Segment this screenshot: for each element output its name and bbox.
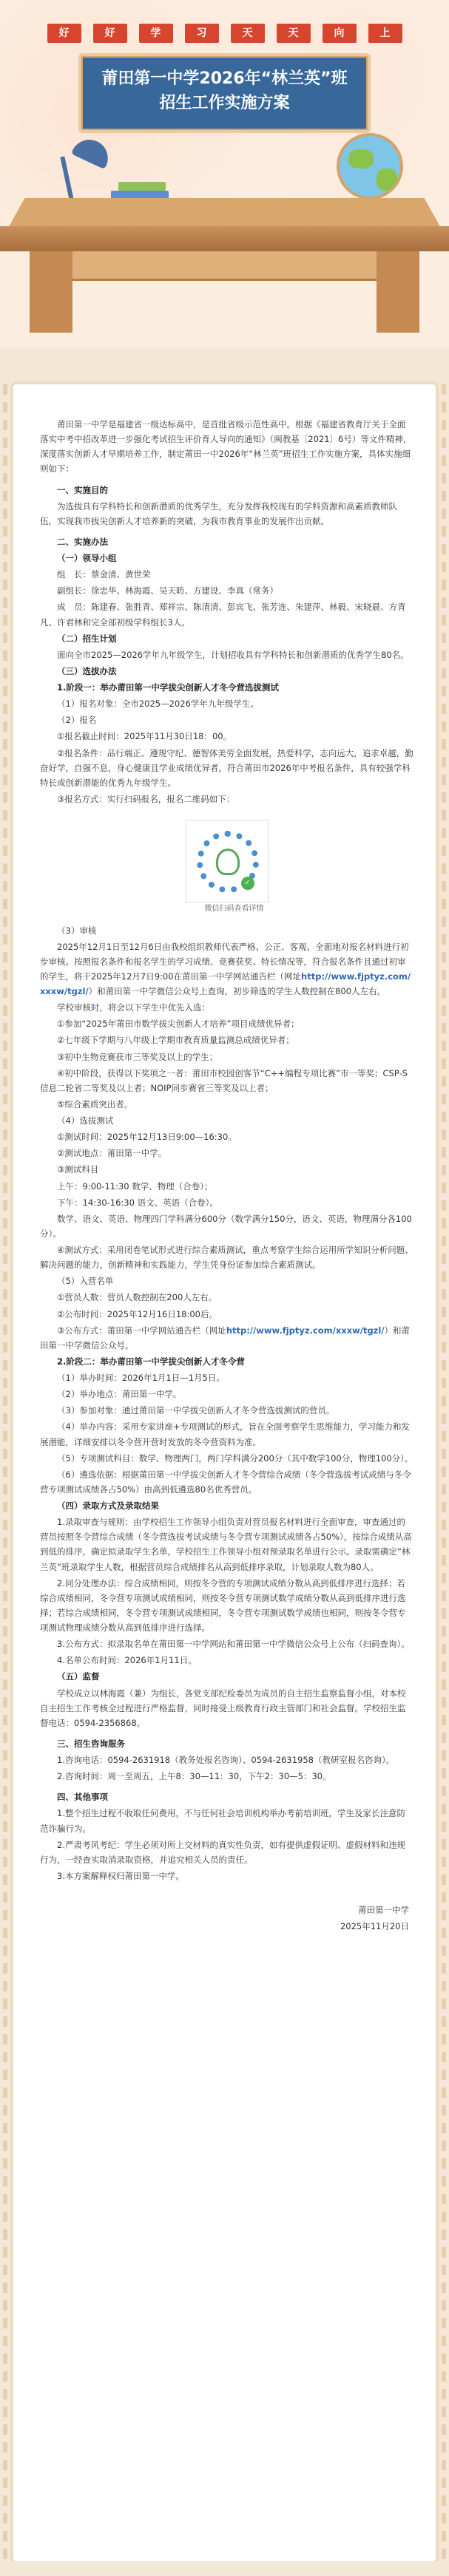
desk-leg [30, 251, 72, 333]
paragraph: ②报名条件：品行端正、遵规守纪、德智体美劳全面发展，热爱科学，志向远大，追求卓越，勤奋好学，自强不息，身心健康且学业成绩优异者，符合莆田市2026年中考报名条件，具有较强学科特长或创新潜能的优秀九年级学生。 [40, 747, 413, 788]
section-heading: 四、其他事项 [57, 1792, 108, 1803]
website-link[interactable]: http://www.fjptyz.com/xxxw/tgzl/ [226, 1325, 385, 1336]
paragraph: ③测试科目 [57, 1164, 99, 1175]
text-segment: ）和莆田第一中学微信公众号上查询，初步筛选的学生人数控制在800人左右。 [88, 986, 386, 996]
footer-strip [0, 2561, 449, 2576]
qr-code-block [175, 820, 279, 916]
paragraph: ⑤综合素质突出者。 [57, 1098, 133, 1109]
desk-drawer [72, 251, 377, 281]
paragraph: 2.咨询时间：周一至周五，上午8：30—11：30，下午2：30—5：30。 [57, 1771, 331, 1782]
paragraph: （3）参加对象：通过莆田第一中学拔尖创新人才冬令营选拔测试的营员。 [57, 1405, 335, 1416]
paragraph: ①报名截止时间：2025年11月30日18：00。 [57, 731, 232, 742]
page-title-line1: 莆田第一中学2026年“林兰英”班 [101, 69, 348, 88]
paragraph: 面向全市2025—2026学年九年级学生，计划招收具有学科特长和创新潜质的优秀学生80名。 [57, 649, 409, 660]
slogan-char: 习 [185, 24, 219, 43]
paragraph: 2.严肃考风考纪：学生必须对所上交材料的真实性负责，如有提供虚假证明、虚假材料和违规行为，一经查实取消录取资格，并追究相关人员的责任。 [40, 1839, 405, 1865]
slogan-char: 好 [93, 24, 127, 43]
stage-heading: 2.阶段二：举办莆田第一中学拔尖创新人才冬令营 [57, 1356, 245, 1367]
text-segment: ③公布方式：莆田第一中学网站通告栏（网址 [57, 1325, 226, 1336]
paragraph: 4.名单公布时间：2026年1月11日。 [57, 1655, 197, 1666]
signature-org: 莆田第一中学 [358, 1905, 409, 1915]
article-body [13, 384, 436, 1957]
subsection-heading: （二）招生计划 [57, 633, 117, 644]
paragraph: 3.公布方式：拟录取名单在莆田第一中学网站和莆田第一中学微信公众号上公布（扫码查询）。 [57, 1639, 410, 1650]
slogan-char: 好 [47, 24, 81, 43]
paragraph: 为选拔具有学科特长和创新潜质的优秀学生，充分发挥我校现有的学科资源和高素质教师队伍，实现我市拔尖创新人才培养新的突破，为我市教育事业的发展作出贡献。 [40, 500, 397, 526]
content-card [13, 384, 436, 2561]
website-link[interactable]: http://www.fjptyz.com/xxxw/tgzl/ [40, 971, 411, 996]
paragraph: （1）举办时间：2026年1月1日—1月5日。 [57, 1373, 225, 1383]
paragraph: （2）报名 [57, 715, 97, 726]
paragraph: 成 员：陈建春、张胜青、郑祥宗、陈清清、彭宾飞、张芳连、朱建萍、林毅、宋晓晨、方青凡、许君林和完全部初级学科组长3人。 [40, 602, 406, 628]
slogan-char: 向 [323, 24, 357, 43]
signature-date: 2025年11月20日 [340, 1920, 409, 1931]
paragraph: （2）举办地点：莆田第一中学。 [57, 1389, 182, 1400]
desk-leg [377, 251, 419, 333]
intro-paragraph: 莆田第一中学是福建省一级达标高中，是首批省级示范性高中。根据《福建省教育厅关于全面落实中考中招改革进一步强化考试招生评价育人导向的通知》（闽教基〔2021〕6号）等文件精神，深度落实创新人才早期培养工作，制定莆田一中2026年“林兰英”班招生工作实施方案，具体实施细则如下： [40, 419, 412, 475]
paragraph: 上午：9:00-11:30 数学、物理（合卷）； [57, 1180, 213, 1192]
slogan-char: 上 [368, 24, 402, 43]
paragraph: 2.同分处理办法：综合成绩相同，则按冬令营的专项测试成绩分数从高到低排序进行选择；若综合成绩相同，冬令营专项测试成绩相同，则按冬令营专项测试数学成绩分数从高到低排序进行选择；若综合成绩相同，冬令营专项测试成绩相同，冬令营专项测试数学成绩也相同，则按冬令营专项测试物理成绩分数从高到低排序进行选择。 [40, 1577, 406, 1633]
paragraph: 下午：14:30-16:30 语文、英语（合卷）。 [57, 1197, 218, 1208]
header-divider [0, 347, 449, 384]
desk-top [7, 198, 442, 229]
page-title-line2: 招生工作实施方案 [159, 94, 290, 112]
paragraph: （6）遴选依据：根据莆田第一中学拔尖创新人才冬令营综合成绩（冬令营选拔考试成绩与冬令营专项测试成绩各占50%）由高到低遴选80名优秀营员。 [40, 1469, 411, 1495]
paragraph: （1）报名对象：全市2025—2026学年九年级学生。 [57, 699, 259, 710]
stage-heading: 1.阶段一：举办莆田第一中学拔尖创新人才冬令营选拔测试 [57, 682, 279, 693]
slogan-row [0, 24, 449, 43]
paragraph: 副组长：徐忠华、林海霞、吴天昉、方建设、李真（常务） [57, 585, 278, 597]
text-segment: ）和莆田第一中学微信公众号。 [40, 1325, 411, 1350]
paragraph: ④测试方式：采用闭卷笔试形式进行综合素质测试，重点考察学生综合运用所学知识分析问题、解决问题的能力，创新精神和实践能力，学生凭身份证参加综合素质测试。 [40, 1245, 413, 1271]
book-icon [118, 182, 166, 191]
subsection-heading: （五）监督 [57, 1671, 100, 1682]
desk-surface [0, 226, 449, 251]
paragraph: ④初中阶段，获得以下奖项之一者：莆田市校园创客节“C++编程专项比赛”市一等奖；CSP-S信息二轮省二等奖及以上者；NOIP同步赛省三等奖及以上者； [40, 1067, 408, 1093]
paragraph: （4）选拔测试 [57, 1115, 114, 1126]
paragraph: ②测试地点：莆田第一中学。 [57, 1148, 167, 1159]
paragraph: 学校审核时，将会以下学生中优先入选： [57, 1002, 210, 1013]
paragraph: ①参加“2025年莆田市数学拔尖创新人才培养”项目成绩优异者； [57, 1019, 300, 1030]
desk-illustration [0, 118, 449, 325]
paragraph: ①营员人数：营员人数控制在200人左右。 [57, 1292, 217, 1303]
paragraph: ①测试时间：2025年12月13日9:00—16:30。 [57, 1132, 237, 1143]
signature-block [40, 1903, 413, 1935]
section-heading: 二、实施办法 [57, 536, 108, 547]
subsection-heading: （四）录取方式及录取结果 [57, 1501, 159, 1511]
paragraph: ②七年级下学期与八年级上学期市教育质量监测总成绩优异者； [57, 1035, 294, 1046]
paragraph: （4）举办内容：采用专家讲座+专项测试的形式，旨在全面考察学生思维能力，学习能力和发展潜能，详细安排以冬令营开营时发放的冬令营资料为准。 [40, 1421, 410, 1447]
slogan-char: 学 [139, 24, 173, 43]
qr-caption: 微信扫码查看详情 [204, 905, 264, 913]
qr-code-icon[interactable]: ✓ [186, 820, 269, 903]
section-heading: 三、招生咨询服务 [57, 1738, 125, 1749]
paragraph: （5）入营名单 [57, 1276, 114, 1287]
paragraph: 数学、语文、英语、物理四门学科满分600分（数学满分150分，语文、英语，物理满分各100分）。 [40, 1213, 412, 1239]
paragraph: 组 长：蔡金清、黄世荣 [57, 569, 151, 580]
paragraph [40, 1323, 413, 1353]
paragraph: （5）专项测试科目：数学、物理两门，两门学科满分200分（其中数学100分，物理100分）。 [57, 1452, 413, 1464]
paragraph: ②公布时间：2025年12月16日18:00后。 [57, 1308, 217, 1319]
paragraph: 1.咨询电话：0594-2631918（教务处报名咨询）、0594-2631958（教研室报名咨询）。 [57, 1755, 395, 1765]
slogan-char: 天 [277, 24, 311, 43]
slogan-char: 天 [231, 24, 265, 43]
subsection-heading: （三）选拔办法 [57, 665, 117, 676]
section-heading: 一、实施目的 [57, 484, 108, 495]
paragraph [40, 939, 413, 999]
paragraph: 学校成立以林海霞（兼）为组长，各党支部纪检委员为成员的自主招生监察监督小组，对本校自主招生工作考核全过程进行严格监督，同时接受上级教育行政主管部门和社会监督。学校招生监督电话：0594-2356868。 [40, 1688, 406, 1728]
paragraph: ③报名方式：实行扫码报名，报名二维码如下： [57, 793, 235, 804]
paragraph: 1.整个招生过程不收取任何费用，不与任何社会培训机构举办考前培训班，学生及家长注意防范诈骗行为。 [40, 1808, 405, 1834]
paragraph: ③初中生物竞赛获市三等奖及以上的学生； [57, 1051, 218, 1062]
paragraph: 1.录取审查与规则：由学校招生工作领导小组负责对营员报名材料进行全面审查，审查通过的营员按照冬令营综合成绩（冬令营选拔考试成绩与冬令营专项测试成绩各占50%），按综合成绩从高到低的排序，确定拟录取学生名单，学校招生工作领导小组对预录取名单进行公示。录取需确定“林兰英”班录取学生人数，根据营员综合成绩排名从高到低排序录取，计划录取人数为80人。 [40, 1517, 412, 1572]
header-banner [0, 0, 449, 384]
text-segment: 2025年12月1日至12月6日由我校组织教师代表严格、公正、客观、全面地对报名材料进行初步审核。按照报名条件和报名学生的学习成绩、竞赛获奖、特长情况等，符合报名条件且通过初审的学生，将于2025年12月7日9:00在莆田第一中学网站通告栏（网址 [40, 941, 409, 982]
paragraph: （3）审核 [57, 925, 97, 936]
paragraph: 3.本方案解释权归莆田第一中学。 [57, 1870, 184, 1881]
subsection-heading: （一）领导小组 [57, 553, 117, 563]
